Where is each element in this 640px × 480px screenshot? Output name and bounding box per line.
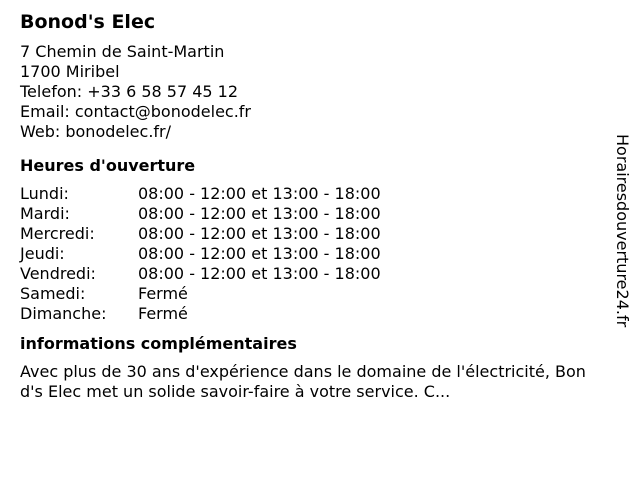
- site-watermark: Horairesdouverture24.fr: [613, 134, 632, 328]
- business-description: Avec plus de 30 ans d'expérience dans le domaine de l'électricité, Bond's Elec met un solide savoir-faire à votre service. C...: [20, 362, 586, 401]
- hours-row-thursday: [20, 244, 600, 264]
- day-label: Jeudi:: [20, 244, 65, 263]
- email-line: Email: contact@bonodelec.fr: [20, 102, 251, 121]
- day-label: Mardi:: [20, 204, 70, 223]
- hours-row-monday: [20, 184, 600, 204]
- time-value: Fermé: [138, 304, 188, 323]
- additional-info-heading: informations complémentaires: [20, 334, 297, 353]
- web-line: Web: bonodelec.fr/: [20, 122, 172, 141]
- day-label: Samedi:: [20, 284, 86, 303]
- time-value: 08:00 - 12:00 et 13:00 - 18:00: [138, 204, 381, 223]
- day-label: Lundi:: [20, 184, 69, 203]
- opening-hours-heading: Heures d'ouverture: [20, 156, 196, 175]
- time-value: 08:00 - 12:00 et 13:00 - 18:00: [138, 184, 381, 203]
- day-label: Dimanche:: [20, 304, 107, 323]
- business-name: Bonod's Elec: [20, 11, 156, 33]
- hours-row-tuesday: [20, 204, 600, 224]
- hours-row-wednesday: [20, 224, 600, 244]
- opening-hours-table: [20, 184, 600, 324]
- hours-row-saturday: [20, 284, 600, 304]
- address-city: 1700 Miribel: [20, 62, 120, 81]
- contact-block: [20, 42, 600, 142]
- address-street: 7 Chemin de Saint-Martin: [20, 42, 225, 61]
- phone-line: Telefon: +33 6 58 57 45 12: [20, 82, 239, 101]
- time-value: 08:00 - 12:00 et 13:00 - 18:00: [138, 264, 381, 283]
- time-value: 08:00 - 12:00 et 13:00 - 18:00: [138, 244, 381, 263]
- time-value: 08:00 - 12:00 et 13:00 - 18:00: [138, 224, 381, 243]
- day-label: Mercredi:: [20, 224, 95, 243]
- business-card: [20, 10, 600, 402]
- hours-row-sunday: [20, 304, 600, 324]
- time-value: Fermé: [138, 284, 188, 303]
- hours-row-friday: [20, 264, 600, 284]
- day-label: Vendredi:: [20, 264, 96, 283]
